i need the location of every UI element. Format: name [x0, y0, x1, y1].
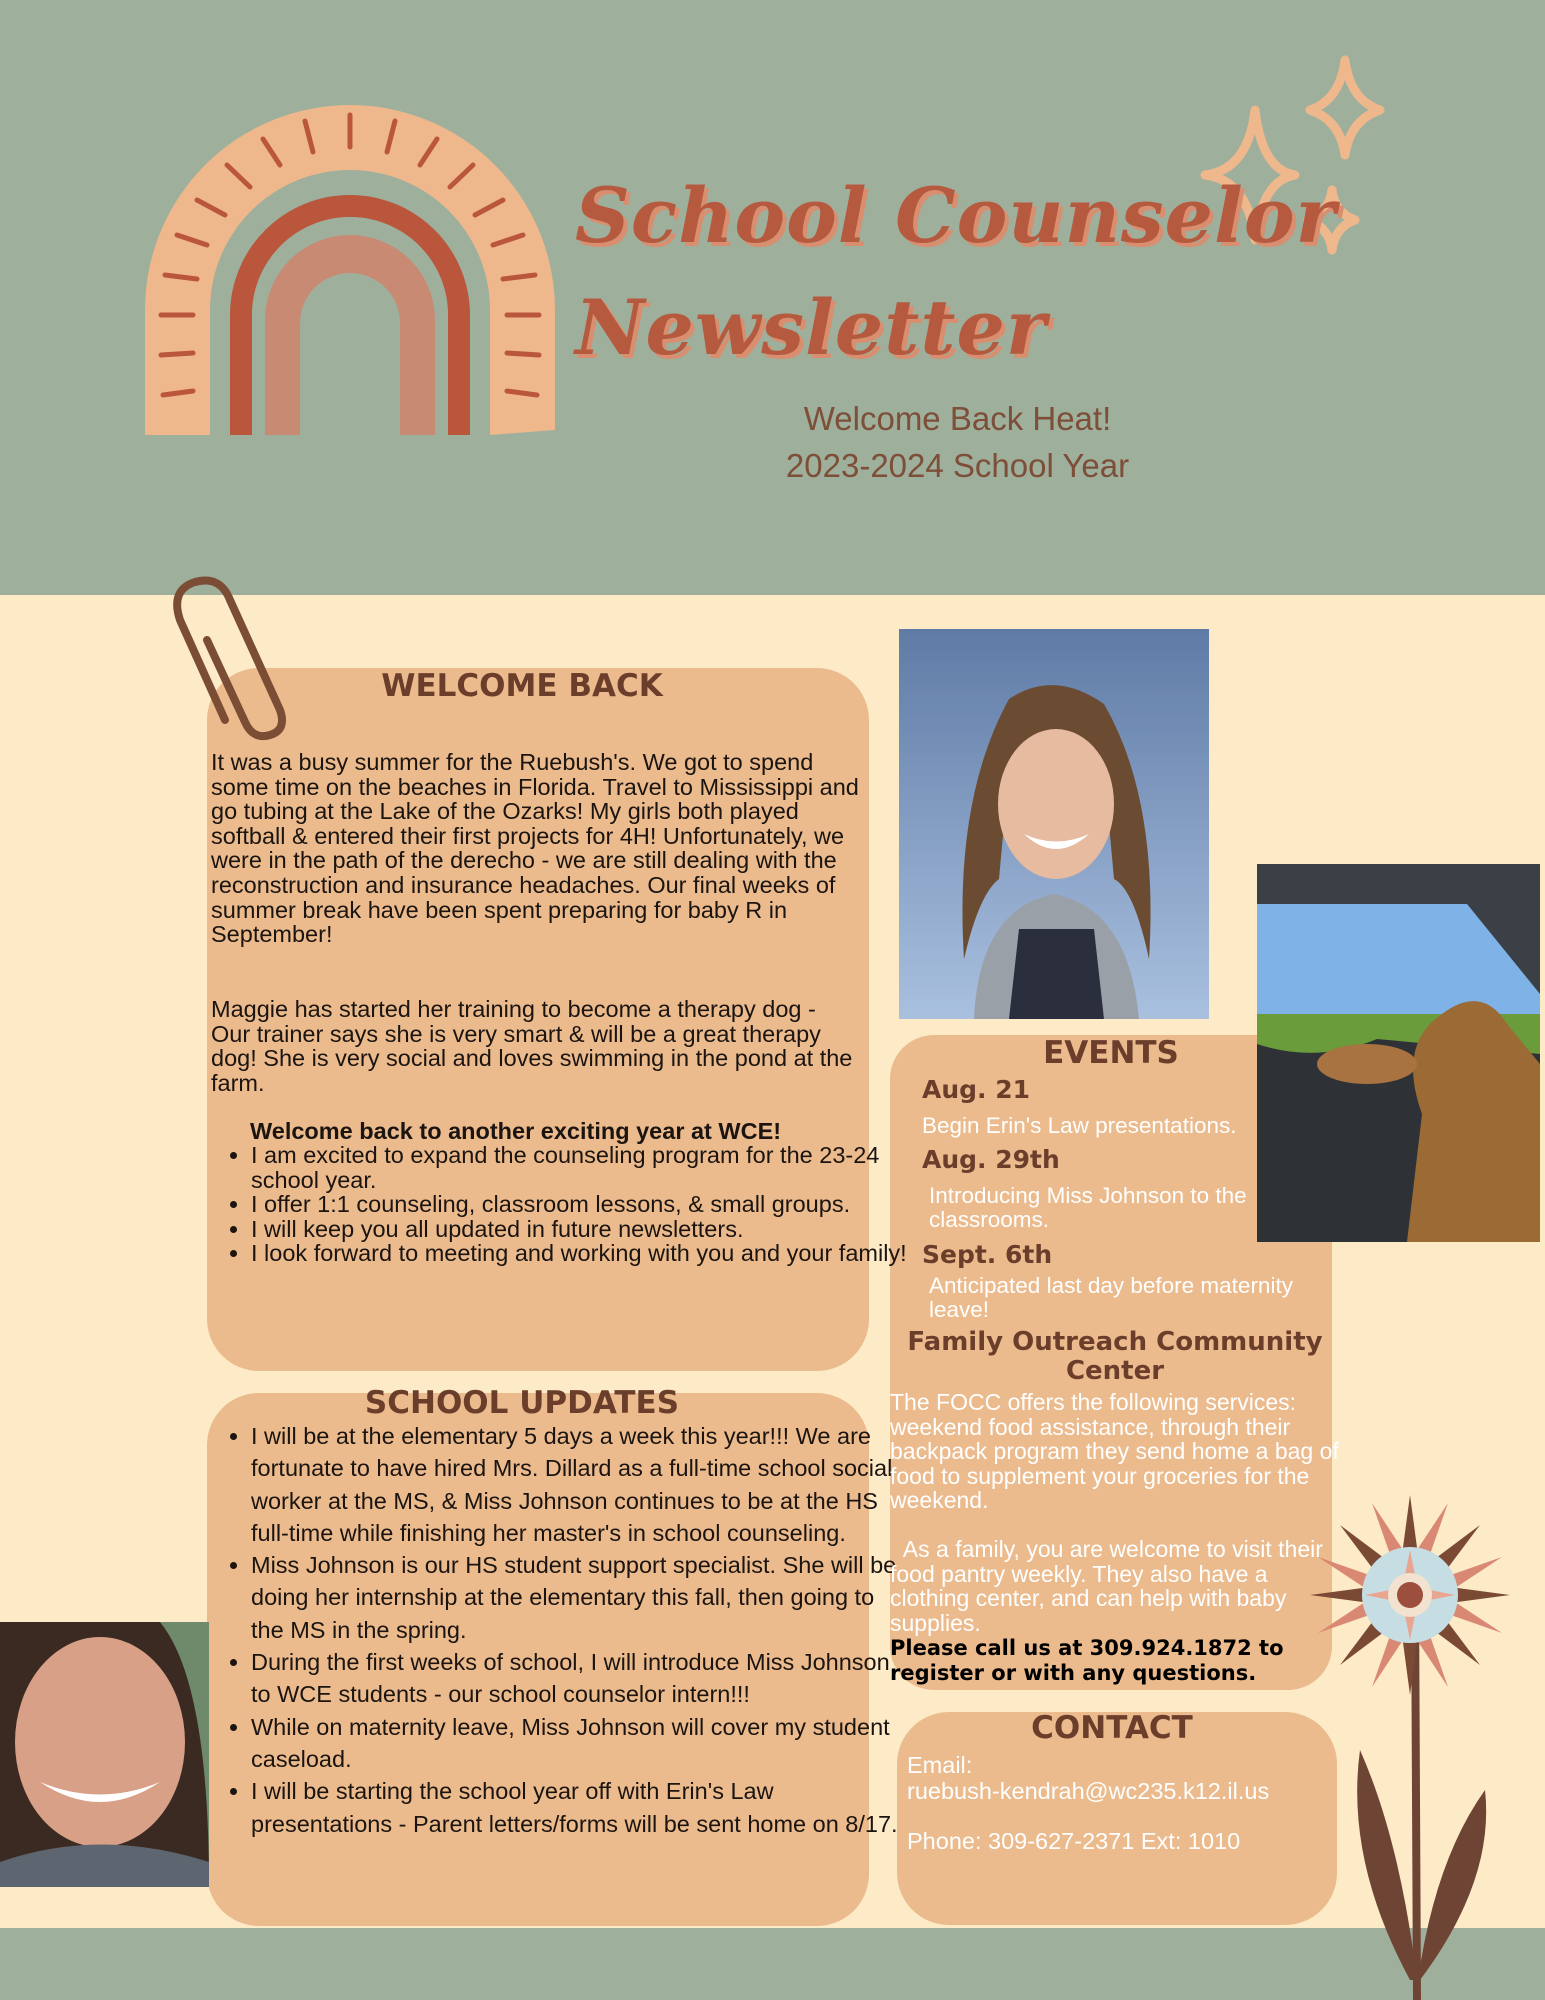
list-item: • I look forward to meeting and working with you and your family!: [251, 1241, 911, 1266]
list-item: • I offer 1:1 counseling, classroom lessons, & small groups.: [251, 1192, 911, 1217]
subtitle-year: 2023-2024 School Year: [785, 447, 1130, 484]
list-item: • During the first weeks of school, I will introduce Miss Johnson to WCE students - our school counselor intern!!!: [251, 1646, 901, 1711]
list-item: • While on maternity leave, Miss Johnson will cover my student caseload.: [251, 1711, 901, 1776]
flower-icon: [1305, 1480, 1545, 2000]
updates-heading: SCHOOL UPDATES: [364, 1385, 680, 1421]
list-item: • Miss Johnson is our HS student support specialist. She will be doing her internship at the elementary this fall, then going to the MS in the spring.: [251, 1549, 901, 1646]
contact-email-label: Email:: [907, 1752, 973, 1778]
focc-paragraph-2: As a family, you are welcome to visit their food pantry weekly. They also have a clothing center, and can help with baby supplies.: [890, 1536, 1330, 1636]
contact-heading: CONTACT: [1031, 1710, 1193, 1746]
event-date: Aug. 21: [922, 1075, 1031, 1104]
events-heading: EVENTS: [1043, 1035, 1179, 1071]
updates-bullet-list: [211, 1420, 901, 1840]
list-item: • I am excited to expand the counseling program for the 23-24 school year.: [251, 1143, 911, 1192]
list-item: • I will keep you all updated in future newsletters.: [251, 1217, 911, 1242]
welcome-paragraph-2: Maggie has started her training to become a therapy dog - Our trainer says she is very smart & will be a great therapy dog! She is very social and loves swimming in the pond at the farm.: [211, 996, 853, 1096]
event-description: Begin Erin's Law presentations.: [922, 1113, 1237, 1138]
paperclip-icon: [165, 570, 315, 745]
contact-phone: Phone: 309-627-2371 Ext: 1010: [907, 1828, 1241, 1854]
welcome-bold-line: Welcome back to another exciting year at WCE!: [250, 1118, 782, 1144]
woman-photo: [0, 1622, 209, 1887]
list-item: • I will be starting the school year off with Erin's Law presentations - Parent letters/forms will be sent home on 8/17.: [251, 1775, 901, 1840]
welcome-heading: WELCOME BACK: [381, 668, 663, 704]
counselor-photo: [899, 629, 1209, 1019]
focc-heading: Family Outreach Community Center: [907, 1327, 1323, 1386]
newsletter-title: [575, 160, 1375, 384]
welcome-paragraph-1: It was a busy summer for the Ruebush's. We got to spend some time on the beaches in Florida. Travel to Mississippi and go tubing at the Lake of the Ozarks! My girls both played softball & entered their first projects for 4H! Unfortunately, we were in the path of the derecho - we are still dealing with the reconstruction and insurance headaches. Our final weeks of summer break have been spent preparing for baby R in September!: [211, 749, 859, 948]
rainbow-icon: [135, 95, 565, 440]
welcome-bullet-list: [211, 1143, 911, 1266]
event-description: Introducing Miss Johnson to the classrooms.: [929, 1183, 1247, 1232]
title-line-1: School Counselor: [575, 171, 1337, 260]
focc-paragraph-1: The FOCC offers the following services: weekend food assistance, through their backpack program they send home a bag of food to supplement your groceries for the weekend.: [890, 1389, 1339, 1514]
event-date: Aug. 29th: [922, 1145, 1060, 1174]
focc-call-to-action: Please call us at 309.924.1872 to register or with any questions.: [890, 1636, 1284, 1685]
subtitle-welcome: Welcome Back Heat!: [803, 400, 1112, 437]
title-line-2: Newsletter: [575, 283, 1047, 372]
event-description: Anticipated last day before maternity leave!: [929, 1273, 1293, 1322]
contact-email-link[interactable]: ruebush-kendrah@wc235.k12.il.us: [907, 1778, 1270, 1804]
list-item: • I will be at the elementary 5 days a week this year!!! We are fortunate to have hired Mrs. Dillard as a full-time school social worker at the MS, & Miss Johnson continues to be at the HS full-time while finishing her master's in school counseling.: [251, 1420, 901, 1549]
event-date: Sept. 6th: [922, 1240, 1053, 1269]
